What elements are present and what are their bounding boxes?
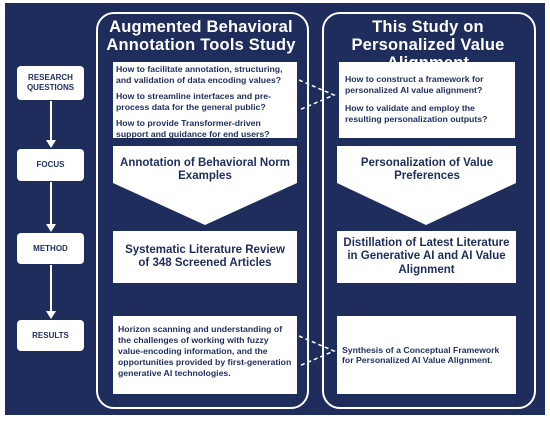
rq-link-connector: [299, 80, 334, 110]
left-results-box: Horizon scanning and understanding of the challenges of working with fuzzy value-encoding information, and the opportunities provided by first-generation generative AI technologies.: [113, 316, 297, 394]
right-results-box: Synthesis of a Conceptual Framework for Personalized AI Value Alignment.: [337, 316, 516, 394]
left-question-3: How to provide Transformer-driven support and guidance for end users?: [116, 118, 270, 139]
left-question-2: How to streamline interfaces and pre-process data for the general public?: [116, 91, 271, 112]
right-question-2: How to validate and employ the resulting personalization outputs?: [345, 103, 488, 124]
stage-label-method: METHOD: [17, 233, 84, 264]
arrow-head-method: [46, 224, 56, 232]
left-focus-text: Annotation of Behavioral Norm Examples: [120, 156, 290, 182]
right-focus-text: Personalization of Value Preferences: [360, 156, 494, 182]
stage-label-results: RESULTS: [17, 320, 84, 351]
left-question-1: How to facilitate annotation, structuring, and validation of data encoding values?: [116, 64, 283, 85]
right-column-title: This Study on Personalized Value: [351, 18, 505, 54]
right-method-box: Distillation of Latest Literature in Generative AI and AI Value Alignment: [337, 231, 516, 283]
left-column-title: Augmented Behavioral Annotation Tools Study: [106, 18, 296, 54]
stage-label-focus: FOCUS: [17, 149, 84, 181]
results-link-connector: [299, 336, 334, 366]
arrow-head-results: [46, 311, 56, 319]
right-question-1: How to construct a framework for personalized AI value alignment?: [345, 74, 484, 95]
left-method-box: Systematic Literature Review of 348 Screened Articles: [113, 231, 297, 283]
arrow-head-focus: [46, 140, 56, 148]
stage-label-research-questions: RESEARCH QUESTIONS: [17, 66, 84, 100]
